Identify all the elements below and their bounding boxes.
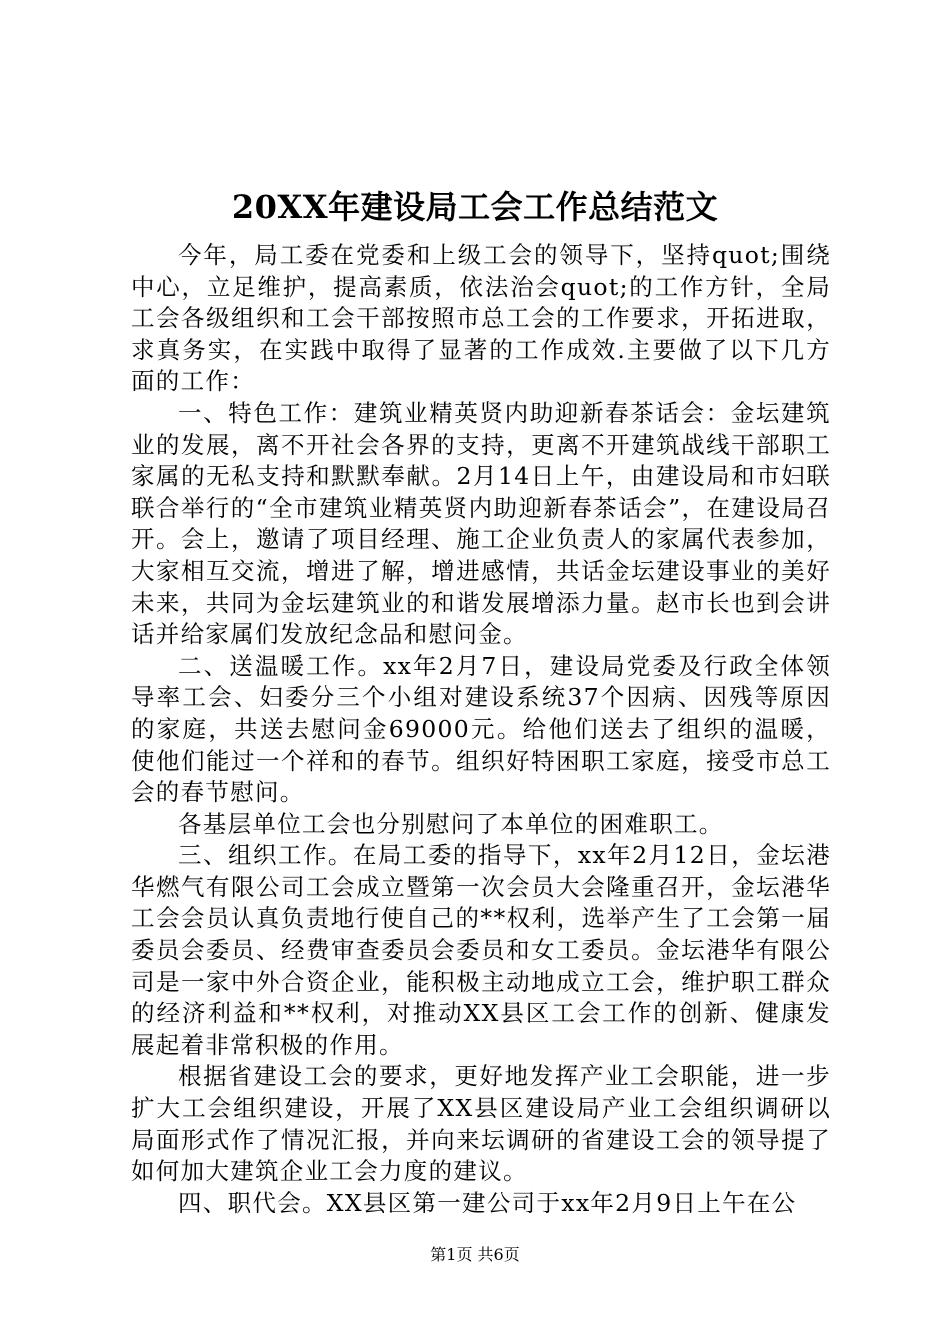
document-body	[131, 240, 831, 1219]
paragraph-intro: 今年，局工委在党委和上级工会的领导下，坚持quot;围绕中心，立足维护，提高素质，依法治会quot;的工作方针，全局工会各级组织和工会干部按照市总工会的工作要求，开拓进取，求真务实，在实践中取得了显著的工作成效.主要做了以下几方面的工作：	[131, 241, 831, 396]
paragraph-warmth-work: 二、送温暖工作。xx年2月7日，建设局党委及行政全体领导率工会、妇委分三个小组对建设系统37个因病、因残等原因的家庭，共送去慰问金69000元。给他们送去了组织的温暖，使他们能过一个祥和的春节。组织好特困职工家庭，接受市总工会的春节慰问。	[131, 651, 831, 807]
paragraph-grassroots: 各基层单位工会也分别慰问了本单位的困难职工。	[178, 809, 724, 838]
page-footer: 第1页 共6页	[430, 1245, 520, 1264]
paragraph-workers-congress: 四、职代会。XX县区第一建公司于xx年2月9日上午在公	[178, 1188, 797, 1217]
paragraph-research: 根据省建设工会的要求，更好地发挥产业工会职能，进一步扩大工会组织建设，开展了XX县区建设局产业工会组织调研以局面形式作了情况汇报，并向来坛调研的省建设工会的领导提了如何加大建筑企业工会力度的建议。	[131, 1062, 831, 1186]
document-title: 20XX年建设局工会工作总结范文	[231, 188, 719, 226]
paragraph-organization-work: 三、组织工作。在局工委的指导下，xx年2月12日，金坛港华燃气有限公司工会成立暨第一次会员大会隆重召开，金坛港华工会会员认真负责地行使自己的**权利，选举产生了工会第一届委员会委员、经费审查委员会委员和女工委员。金坛港华有限公司是一家中外合资企业，能积极主动地成立工会，维护职工群众的经济利益和**权利，对推动XX县区工会工作的创新、健康发展起着非常积极的作用。	[131, 841, 831, 1059]
paragraph-special-work: 一、特色工作：建筑业精英贤内助迎新春茶话会：金坛建筑业的发展，离不开社会各界的支持，更离不开建筑战线干部职工家属的无私支持和默默奉献。2月14日上午，由建设局和市妇联联合举行的“全市建筑业精英贤内助迎新春茶话会”，在建设局召开。会上，邀请了项目经理、施工企业负责人的家属代表参加，大家相互交流，增进了解，增进感情，共话金坛建设事业的美好未来，共同为金坛建筑业的和谐发展增添力量。赵市长也到会讲话并给家属们发放纪念品和慰问金。	[131, 398, 831, 649]
